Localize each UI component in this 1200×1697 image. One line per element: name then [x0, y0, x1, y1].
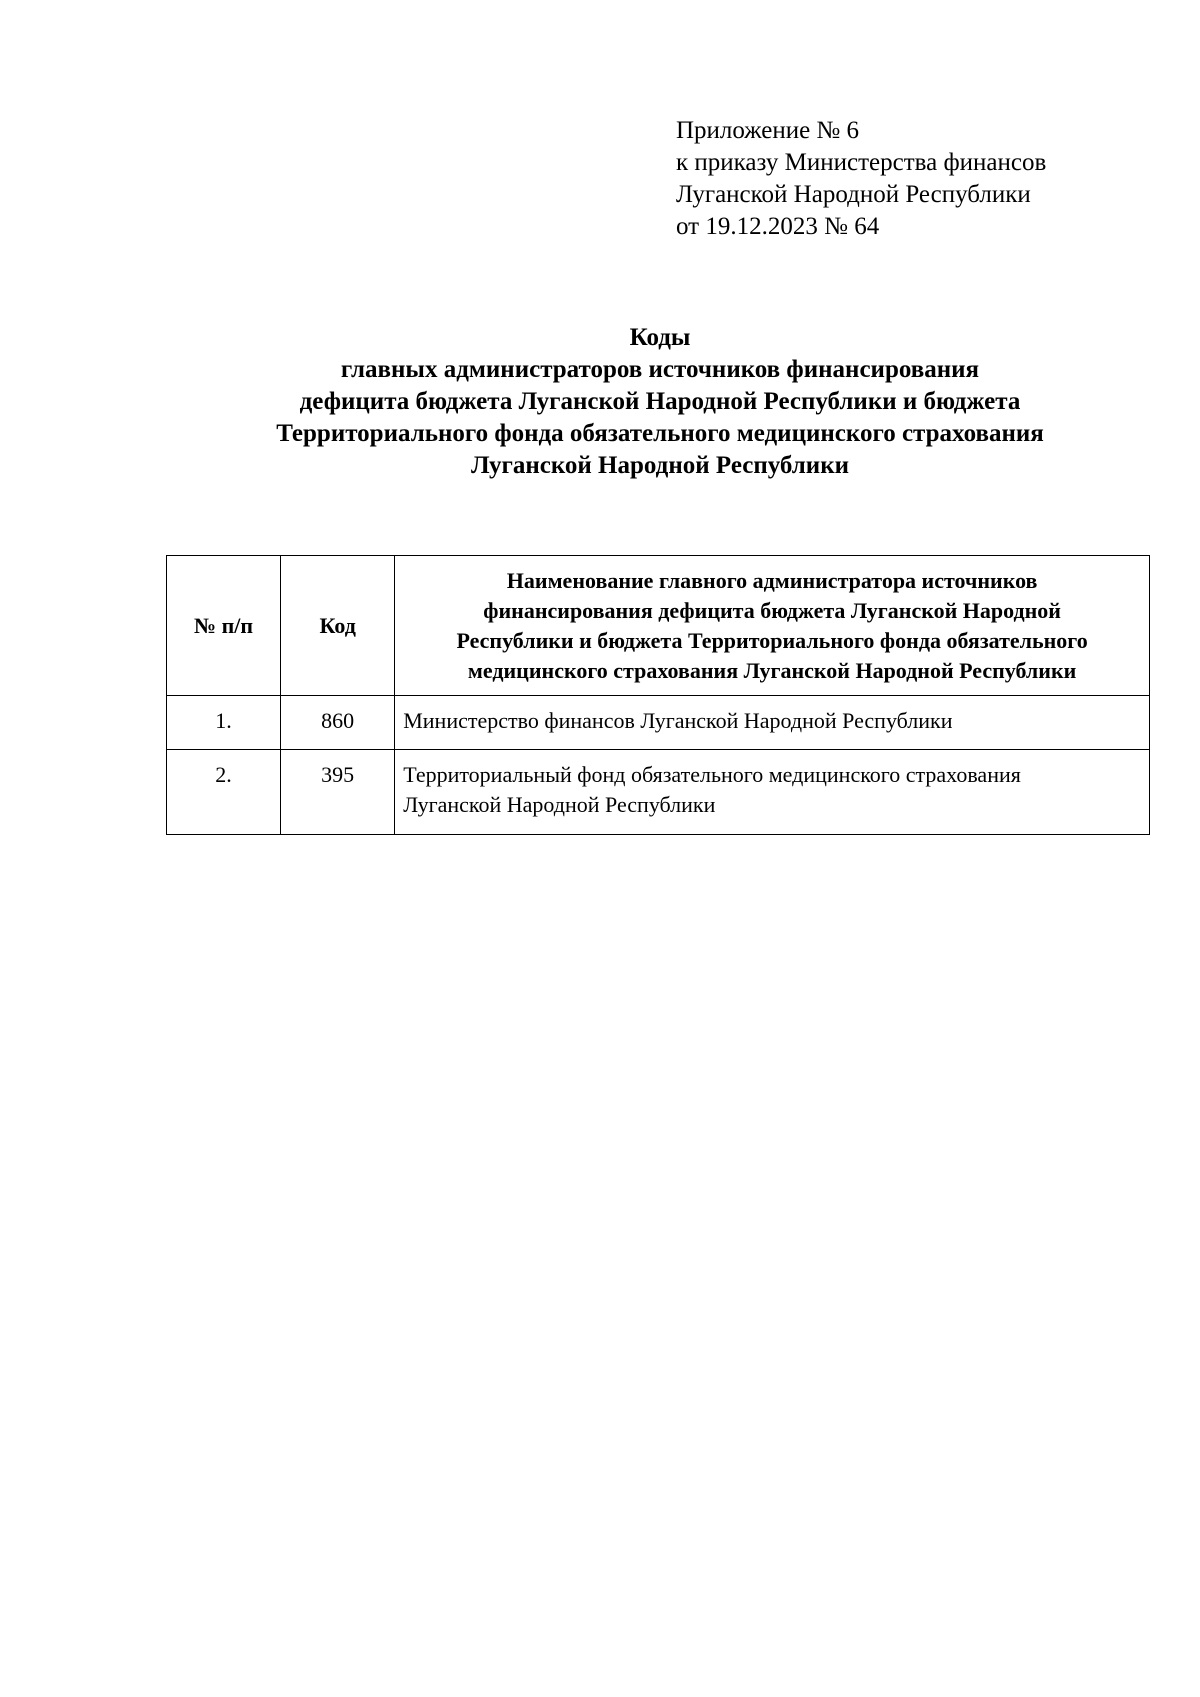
row-code: 395	[281, 750, 395, 835]
table-row	[167, 750, 1150, 835]
appendix-date-number: от 19.12.2023 № 64	[676, 213, 880, 240]
title-line-2: главных администраторов источников финансирования	[340, 356, 980, 383]
appendix-reference	[676, 115, 1116, 243]
title-line-3: дефицита бюджета Луганской Народной Республики и бюджета	[299, 388, 1021, 415]
appendix-order-line: к приказу Министерства финансов	[676, 149, 1047, 176]
table-row	[167, 696, 1150, 750]
title-line-1: Коды	[629, 324, 691, 351]
header-name-line: финансирования дефицита бюджета Луганской Народной	[483, 597, 1061, 623]
row-name	[395, 750, 1150, 835]
title-line-5: Луганской Народной Республики	[470, 452, 850, 479]
row-name-line: Луганской Народной Республики	[403, 792, 716, 817]
row-code: 860	[281, 696, 395, 750]
document-title	[160, 322, 1160, 482]
appendix-number: Приложение № 6	[676, 117, 860, 144]
administrators-codes-table	[166, 555, 1150, 835]
header-name-line: Республики и бюджета Территориального фонда обязательного	[456, 627, 1088, 653]
appendix-republic-line: Луганской Народной Республики	[676, 181, 1031, 208]
row-name	[395, 696, 1150, 750]
header-code: Код	[281, 556, 395, 696]
table-header-row	[167, 556, 1150, 696]
header-name	[395, 556, 1150, 696]
header-name-line: Наименование главного администратора источников	[506, 567, 1038, 593]
row-name-line: Территориальный фонд обязательного медицинского страхования	[403, 762, 1021, 787]
header-num: № п/п	[167, 556, 281, 696]
row-name-line: Министерство финансов Луганской Народной Республики	[403, 708, 953, 733]
header-name-line: медицинского страхования Луганской Народной Республики	[467, 657, 1077, 683]
title-line-4: Территориального фонда обязательного медицинского страхования	[276, 420, 1044, 447]
row-num: 2.	[167, 750, 281, 835]
row-num: 1.	[167, 696, 281, 750]
